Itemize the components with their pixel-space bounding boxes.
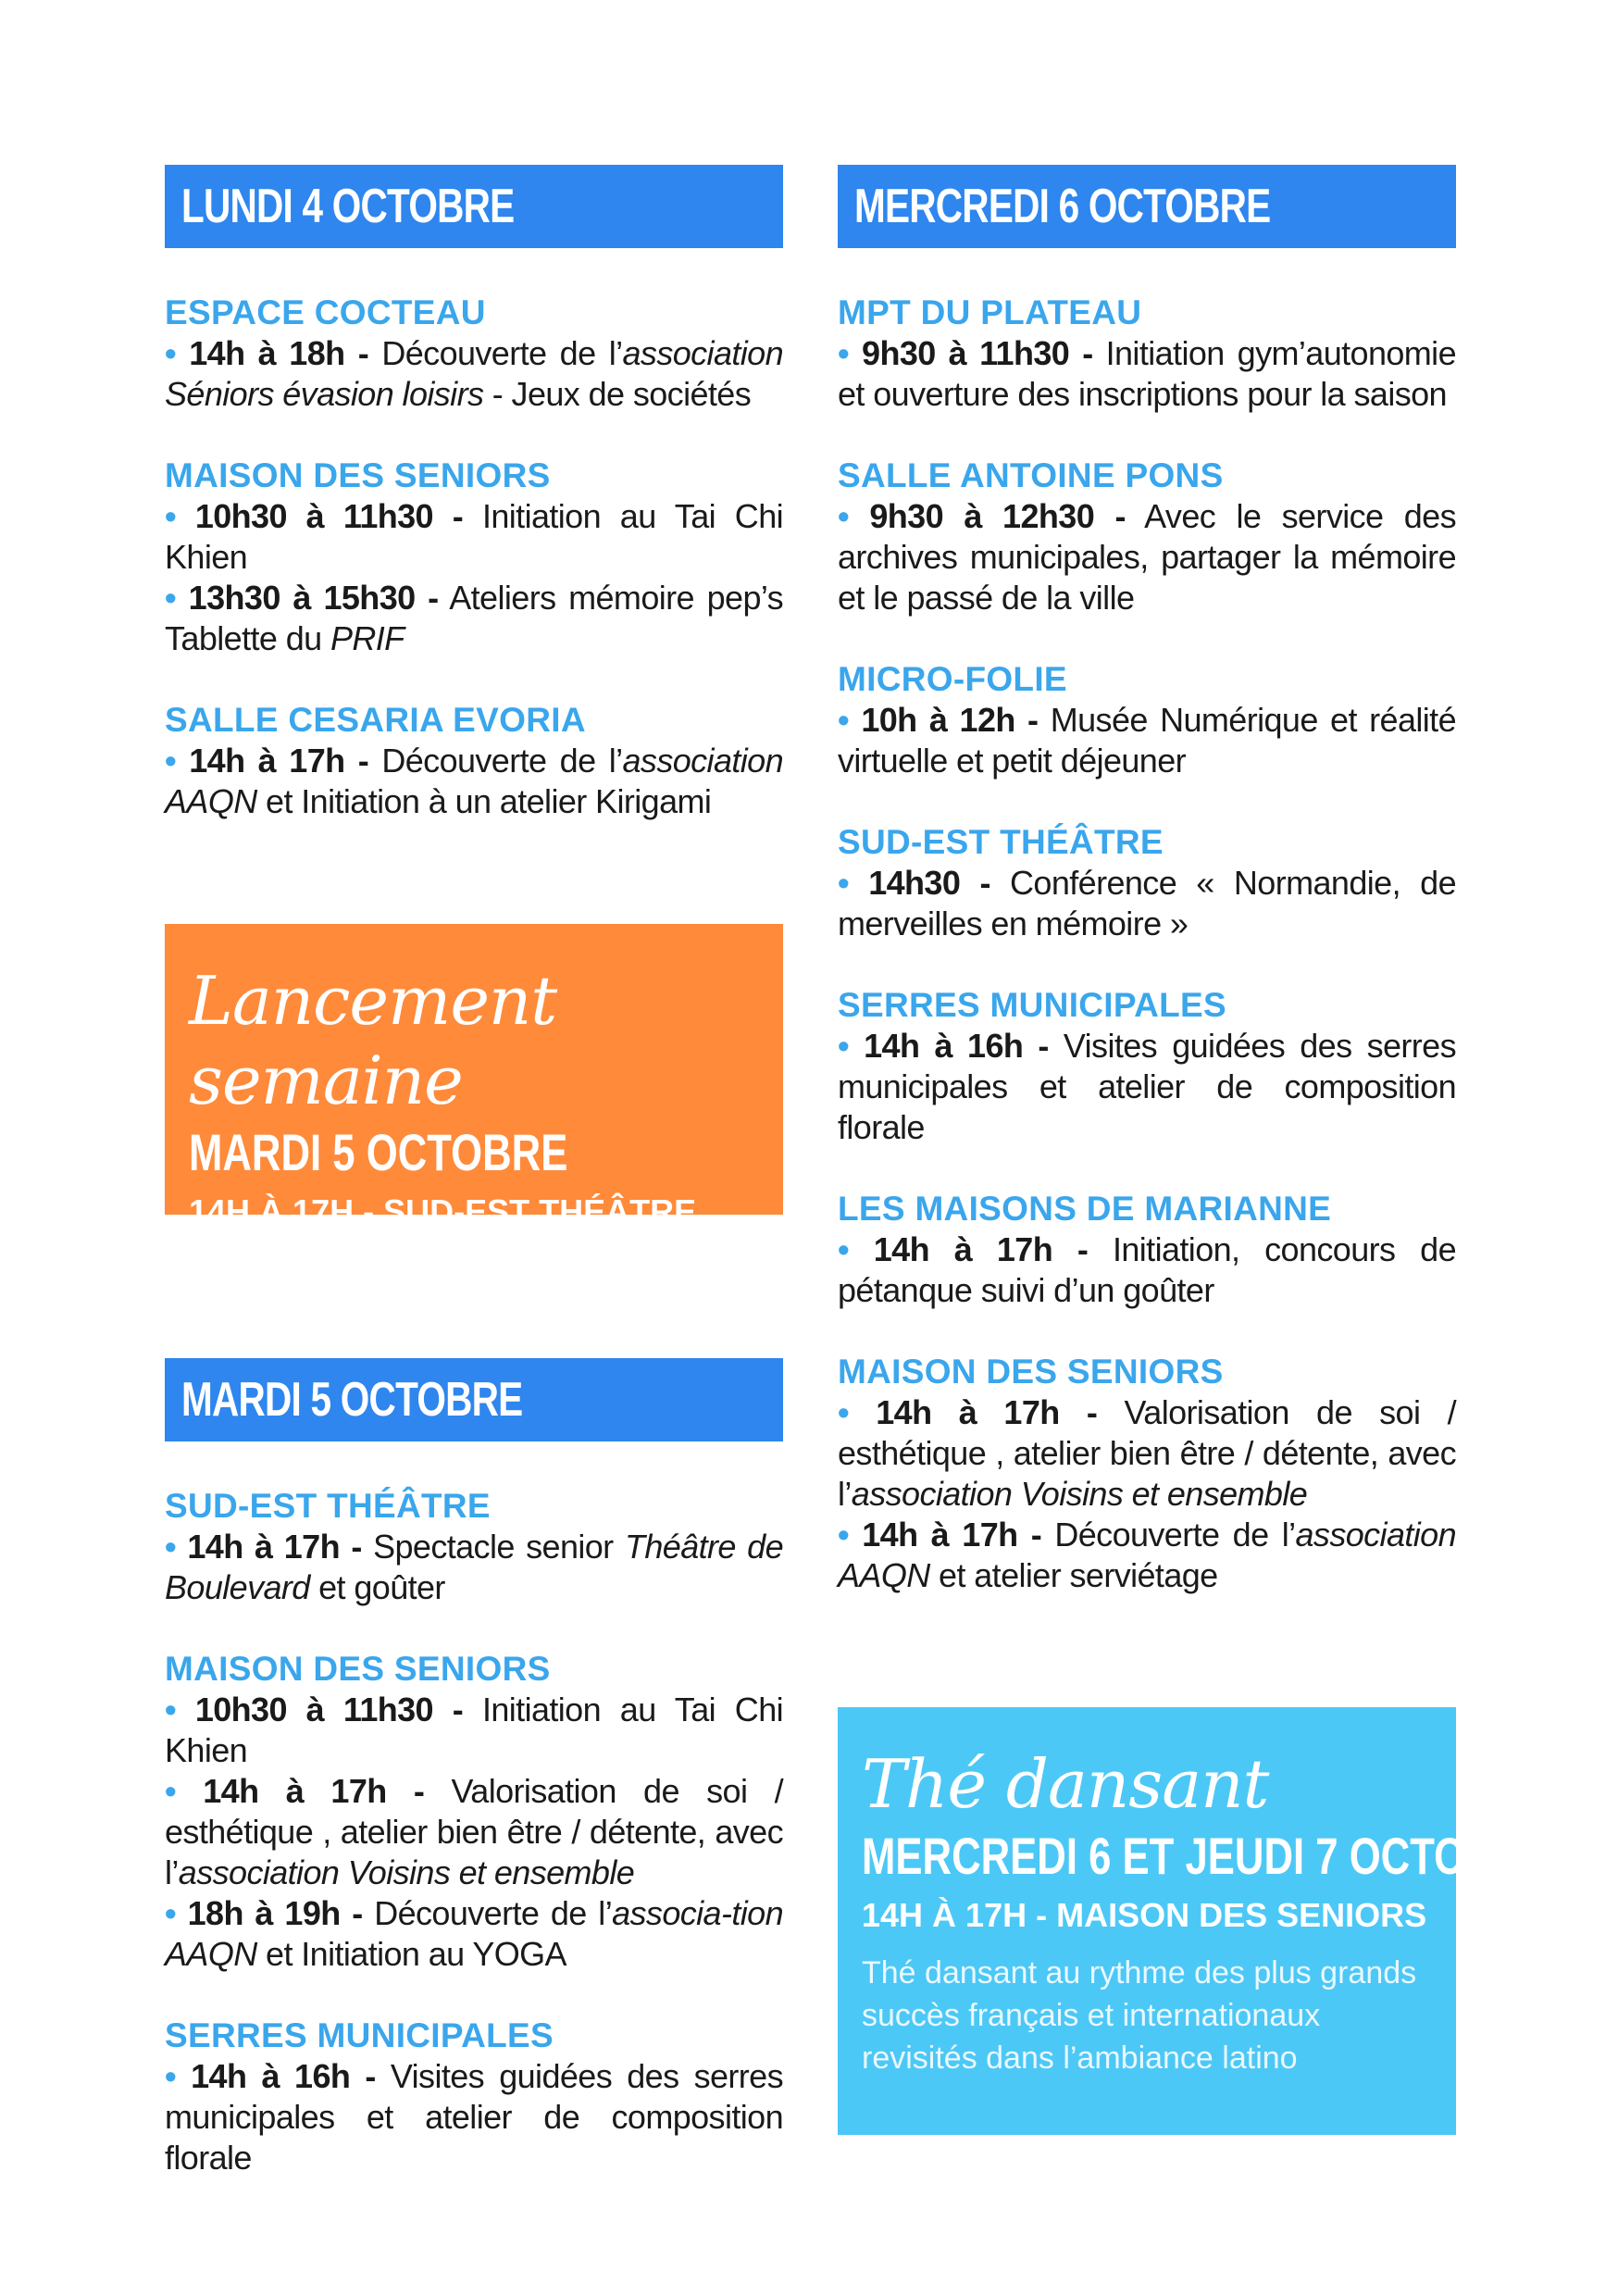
launch-title: Lancement semaine [189, 962, 557, 1119]
bullet-icon: • [838, 701, 850, 739]
entry-time: 14h à 17h - [189, 742, 369, 780]
mercredi-header: MERCREDI 6 OCTOBRE [838, 165, 1456, 248]
bullet-icon: • [165, 1528, 177, 1566]
schedule-entry [165, 496, 783, 578]
schedule-entry [838, 1229, 1456, 1311]
bullet-icon: • [838, 1516, 850, 1554]
entry-text-tail: et goûter [309, 1568, 445, 1606]
venue-name: MAISON DES SENIORS [838, 1353, 1224, 1391]
schedule-entry [838, 496, 1456, 618]
bullet-icon: • [165, 742, 177, 780]
schedule-entry [838, 863, 1456, 944]
launch-date: MARDI 5 OCTOBRE [189, 1123, 568, 1181]
launch-subtitle: 14H À 17H - SUD-EST THÉÂTRE [189, 1192, 697, 1230]
venue-name: SERRES MUNICIPALES [838, 986, 1226, 1024]
entry-text: Visites guidées des serres municipales et atelier de composition florale [838, 1027, 1457, 1146]
entry-time: 13h30 à 15h30 - [188, 579, 439, 617]
venue-section [838, 659, 1456, 781]
venue-name: MAISON DES SENIORS [165, 456, 551, 494]
mardi-sections [165, 1486, 783, 2178]
entry-italic: associa-tion AAQN [165, 1894, 784, 1973]
entry-italic: association AAQN [838, 1516, 1457, 1594]
entry-time: 18h à 19h - [187, 1894, 363, 1932]
entry-italic: association Séniors évasion loisirs [165, 334, 784, 413]
entry-text: Avec le service des archives municipales, partager la mémoire et le passé de la ville [838, 497, 1457, 617]
entry-text: Découverte de l’ [1041, 1516, 1296, 1554]
entry-time: 14h à 16h - [864, 1027, 1049, 1065]
entry-text: Musée Numérique et réalité virtuelle et petit déjeuner [838, 701, 1457, 780]
entry-italic: association AAQN [165, 742, 784, 820]
venue-section [838, 293, 1456, 415]
venue-section [838, 985, 1456, 1148]
bullet-icon: • [165, 2057, 177, 2095]
schedule-entry [165, 333, 783, 415]
venue-name: LES MAISONS DE MARIANNE [838, 1190, 1332, 1228]
bullet-icon: • [165, 579, 177, 617]
entry-time: 14h à 17h - [862, 1516, 1042, 1554]
launch-banner [165, 924, 783, 1230]
entry-text: Découverte de l’ [368, 334, 623, 372]
schedule-entry [165, 741, 783, 822]
venue-name: SERRES MUNICIPALES [165, 2016, 554, 2054]
dance-description: Thé dansant au rythme des plus grands succès français et internationaux revisités dans l’ambiance latino [862, 1955, 1417, 2076]
lundi-sections [165, 293, 783, 822]
schedule-entry [165, 2056, 783, 2178]
entry-text: Spectacle senior [361, 1528, 625, 1566]
entry-text: Initiation au Tai Chi Khien [165, 1691, 784, 1769]
venue-section [165, 293, 783, 415]
venue-section [165, 1486, 783, 1608]
entry-text-tail: et atelier serviétage [929, 1556, 1218, 1594]
entry-italic: PRIF [330, 619, 404, 657]
venue-section [165, 1649, 783, 1975]
venue-section [165, 700, 783, 822]
venue-section [838, 822, 1456, 944]
schedule-entry [838, 1392, 1456, 1515]
bullet-icon: • [165, 1894, 177, 1932]
entry-text: Valorisation de soi / esthétique , atelier bien être / détente, avec l’ [165, 1772, 783, 1891]
bullet-icon: • [838, 334, 850, 372]
mardi-header: MARDI 5 OCTOBRE [165, 1358, 783, 1441]
entry-text: Initiation au Tai Chi Khien [165, 497, 784, 576]
mercredi-sections [838, 293, 1456, 1596]
entry-italic: Théâtre de Boulevard [165, 1528, 784, 1606]
venue-name: MAISON DES SENIORS [165, 1650, 551, 1688]
entry-time: 14h à 17h - [876, 1393, 1098, 1431]
entry-text: Découverte de l’ [362, 1894, 613, 1932]
venue-name: MPT DU PLATEAU [838, 293, 1142, 331]
bullet-icon: • [838, 1393, 850, 1431]
lundi-header: LUNDI 4 OCTOBRE [165, 165, 783, 248]
entry-text: Conférence « Normandie, de merveilles en mémoire » [838, 864, 1456, 942]
bullet-icon: • [838, 864, 850, 902]
entry-time: 9h30 à 12h30 - [869, 497, 1126, 535]
entry-time: 14h30 - [868, 864, 990, 902]
dance-banner [838, 1707, 1551, 2135]
entry-time: 10h30 à 11h30 - [194, 497, 464, 535]
schedule-entry [165, 1771, 783, 1893]
entry-time: 14h à 17h - [187, 1528, 362, 1566]
schedule-entry [165, 578, 783, 659]
dance-date: MERCREDI 6 ET JEUDI 7 OCTOBRE [862, 1827, 1551, 1885]
entry-text: Ateliers mémoire pep’s Tablette du [165, 579, 784, 657]
entry-text: Découverte de l’ [368, 742, 623, 780]
venue-section [838, 1352, 1456, 1596]
entry-text: Initiation, concours de pétanque suivi d’un goûter [838, 1230, 1457, 1309]
entry-italic: association Voisins et ensemble [178, 1853, 635, 1891]
schedule-entry [165, 1527, 783, 1608]
entry-time: 9h30 à 11h30 - [862, 334, 1093, 372]
venue-name: MICRO-FOLIE [838, 660, 1067, 698]
venue-section [165, 2015, 783, 2178]
entry-text: Visites guidées des serres municipales et atelier de composition florale [165, 2057, 784, 2177]
venue-section [838, 1189, 1456, 1311]
schedule-entry [165, 1893, 783, 1975]
venue-name: SALLE ANTOINE PONS [838, 456, 1224, 494]
entry-time: 10h30 à 11h30 - [194, 1691, 464, 1728]
schedule-entry [838, 1515, 1456, 1596]
entry-time: 14h à 17h - [873, 1230, 1089, 1268]
lundi-column [165, 165, 783, 863]
bullet-icon: • [165, 334, 177, 372]
bullet-icon: • [165, 1772, 177, 1810]
entry-text-tail: - Jeux de sociétés [483, 375, 752, 413]
bullet-icon: • [838, 497, 850, 535]
schedule-entry [165, 1690, 783, 1771]
bullet-icon: • [838, 1230, 850, 1268]
entry-text: Initiation gym’autonomie et ouverture des inscriptions pour la saison [838, 334, 1457, 413]
bullet-icon: • [838, 1027, 850, 1065]
venue-section [838, 455, 1456, 618]
bullet-icon: • [165, 497, 177, 535]
entry-text-tail: et Initiation au YOGA [256, 1935, 566, 1973]
schedule-entry [838, 1026, 1456, 1148]
bullet-icon: • [165, 1691, 177, 1728]
mercredi-column [838, 165, 1456, 1637]
mardi-column [165, 1358, 783, 2219]
venue-name: SALLE CESARIA EVORIA [165, 701, 586, 739]
venue-section [165, 455, 783, 659]
schedule-entry [838, 700, 1456, 781]
entry-time: 14h à 16h - [191, 2057, 376, 2095]
entry-time: 14h à 17h - [203, 1772, 425, 1810]
venue-name: ESPACE COCTEAU [165, 293, 486, 331]
dance-subtitle: 14H À 17H - MAISON DES SENIORS [862, 1896, 1427, 1934]
schedule-entry [838, 333, 1456, 415]
entry-time: 14h à 18h - [189, 334, 369, 372]
venue-name: SUD-EST THÉÂTRE [838, 823, 1164, 861]
dance-title: Thé dansant [862, 1745, 1269, 1823]
venue-name: SUD-EST THÉÂTRE [165, 1487, 491, 1525]
entry-italic: association Voisins et ensemble [851, 1475, 1308, 1513]
entry-text-tail: et Initiation à un atelier Kirigami [256, 782, 712, 820]
entry-text: Valorisation de soi / esthétique , atelier bien être / détente, avec l’ [838, 1393, 1456, 1513]
entry-time: 10h à 12h - [861, 701, 1039, 739]
